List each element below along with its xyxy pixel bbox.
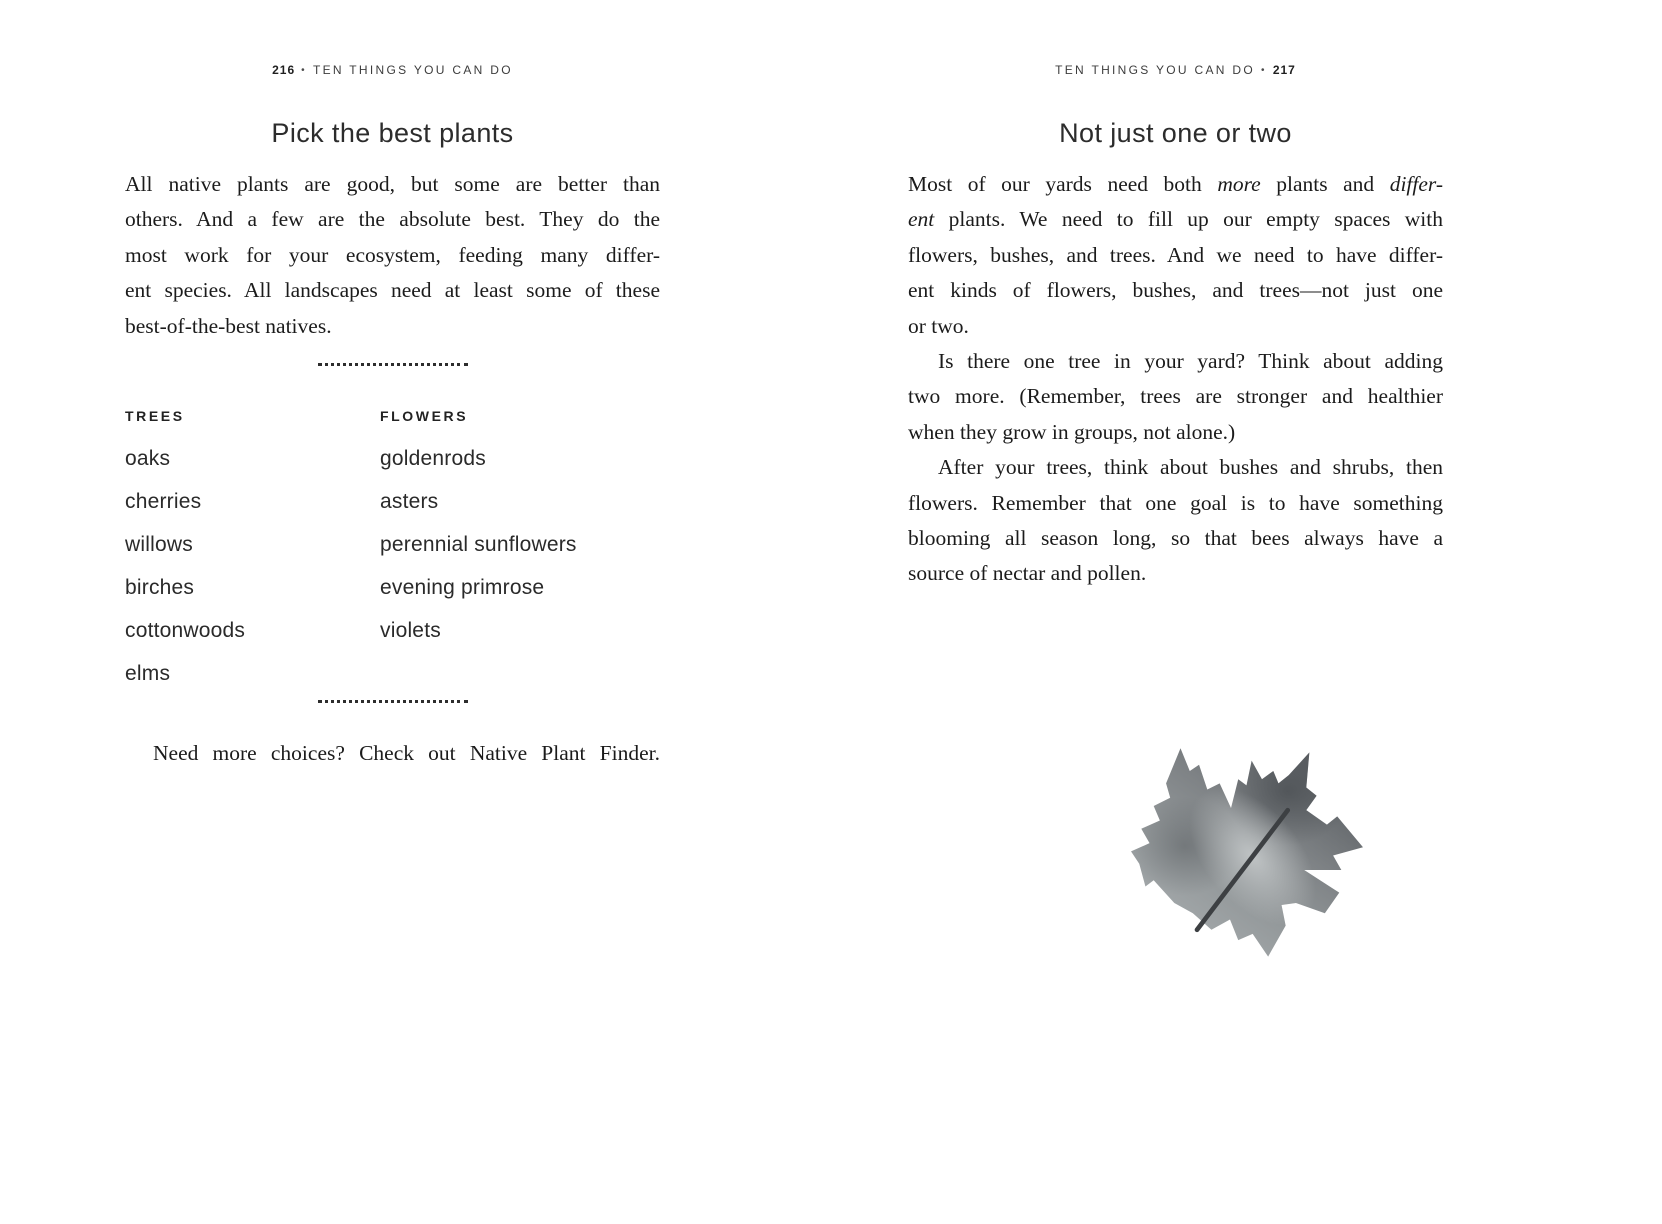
trees-column	[125, 405, 380, 695]
more-choices-note: Need more choices? Check out Native Plant Finder.	[153, 741, 660, 765]
dotted-divider-top	[318, 363, 468, 366]
body-line: flowers, bushes, and trees. And we need to have differ-	[908, 242, 1443, 267]
section-heading-right: Not just one or two	[1059, 118, 1292, 148]
paragraph-2	[908, 344, 1443, 450]
maple-leaf-illustration	[1131, 748, 1363, 960]
plant-list-item: goldenrods	[380, 447, 486, 470]
plant-list-item: asters	[380, 490, 439, 513]
plant-list-item: perennial sunflowers	[380, 533, 577, 556]
body-line: Is there one tree in your yard? Think about adding	[938, 349, 1443, 374]
paragraph-1	[908, 167, 1443, 344]
bullet-separator-icon: •	[301, 65, 307, 76]
flowers-column	[380, 405, 660, 695]
flowers-list	[380, 437, 660, 652]
dotted-divider-bottom	[318, 700, 468, 703]
body-line: ent plants. We need to fill up our empty spaces with	[908, 207, 1443, 232]
body-line: All native plants are good, but some are better than	[125, 172, 660, 196]
body-line: Most of our yards need both more plants and differ-	[908, 172, 1443, 196]
plant-list-item: cottonwoods	[125, 619, 246, 642]
body-line: ent kinds of flowers, bushes, and trees—not just one	[908, 278, 1443, 303]
plant-list-item: willows	[125, 533, 193, 556]
maple-leaf-icon	[1131, 748, 1363, 960]
paragraph-3	[908, 450, 1443, 592]
intro-paragraph	[125, 167, 660, 344]
body-line: most work for your ecosystem, feeding many differ-	[125, 242, 660, 267]
body-line: flowers. Remember that one goal is to have something	[908, 490, 1443, 515]
plant-list-item: oaks	[125, 447, 171, 470]
flowers-list-header: FLOWERS	[380, 408, 469, 424]
running-head-title: TEN THINGS YOU CAN DO	[312, 63, 513, 77]
right-body-text	[908, 167, 1443, 592]
body-line: best-of-the-best natives.	[125, 313, 332, 338]
body-line: two more. (Remember, trees are stronger and healthier	[908, 384, 1443, 409]
page-number: 217	[1272, 63, 1296, 77]
running-head-right	[908, 63, 1443, 77]
body-line: or two.	[908, 313, 969, 338]
body-line: blooming all season long, so that bees always have a	[908, 526, 1443, 551]
body-line: source of nectar and pollen.	[908, 561, 1147, 586]
body-line: when they grow in groups, not alone.)	[908, 419, 1236, 444]
body-line: others. And a few are the absolute best. They do the	[125, 207, 660, 232]
trees-list	[125, 437, 380, 695]
running-head-title: TEN THINGS YOU CAN DO	[1055, 63, 1256, 77]
plant-list-item: elms	[125, 662, 171, 685]
plant-list-item: birches	[125, 576, 195, 599]
plant-list-item: evening primrose	[380, 576, 545, 599]
running-head-left	[125, 63, 660, 77]
body-line: ent species. All landscapes need at least some of these	[125, 278, 660, 303]
bullet-separator-icon: •	[1261, 65, 1267, 76]
plant-list-item: cherries	[125, 490, 202, 513]
page-number: 216	[272, 63, 296, 77]
trees-list-header: TREES	[125, 408, 185, 424]
body-line: After your trees, think about bushes and shrubs, then	[938, 455, 1443, 480]
plant-lists	[125, 405, 660, 695]
section-heading-left: Pick the best plants	[271, 118, 514, 148]
page-217	[831, 0, 1662, 1224]
plant-list-item: violets	[380, 619, 441, 642]
